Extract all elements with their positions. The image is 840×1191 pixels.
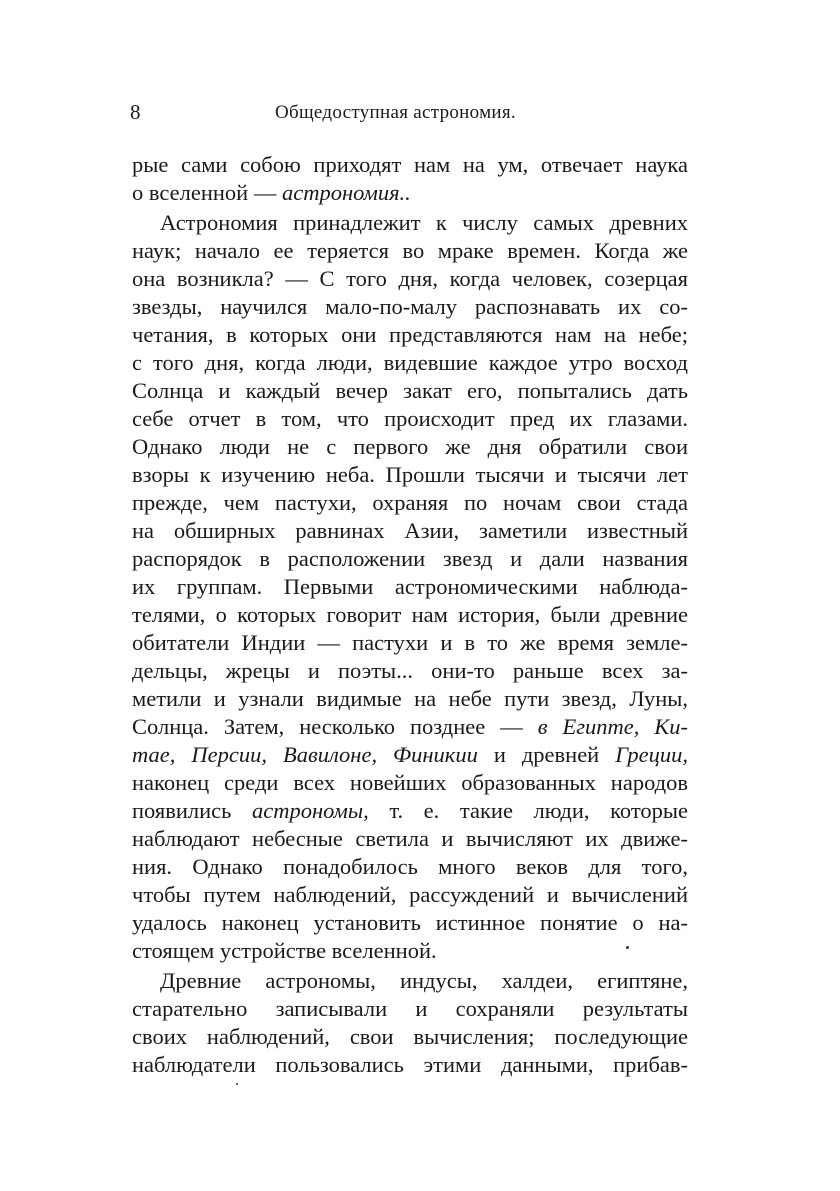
text-line: удалось наконец установить истинное понятие о на- <box>132 910 688 935</box>
text-line: метили и узнали видимые на небе пути звезд, Луны, <box>132 686 688 711</box>
page-number: 8 <box>130 100 141 124</box>
text-line: тае, Персии, Вавилоне, Финикии и древней Греции, <box>132 742 689 767</box>
running-title: Общедоступная астрономия. <box>275 102 516 123</box>
text-line: на обширных равнинах Азии, заметили известный <box>132 518 688 543</box>
emphasis: тае, Персии, Вавилоне, Финикии <box>132 742 478 767</box>
emphasis: астрономия.. <box>281 180 411 205</box>
text-line: взоры к изучению неба. Прошли тысячи и тысячи лет <box>132 462 688 487</box>
text-line: обитатели Индии — пастухи и в то же время земле- <box>132 630 688 655</box>
page-header <box>130 100 690 132</box>
text-line: прежде, чем пастухи, охраняя по ночам свои стада <box>132 490 688 515</box>
text-line: распорядок в расположении звезд и дали названия <box>132 546 688 571</box>
text-line: их группам. Первыми астрономическими наблюда- <box>132 574 688 599</box>
text-line: дельцы, жрецы и поэты... они-то раньше всех за- <box>132 658 688 683</box>
text-line: Солнца и каждый вечер закат его, попытались дать <box>132 378 688 403</box>
text-line: Солнца. Затем, несколько позднее — в Египте, Ки- <box>132 714 688 739</box>
text-line: четания, в которых они представляются нам на небе; <box>132 322 688 347</box>
text-line: о вселенной — астрономия.. <box>132 180 411 205</box>
print-speck <box>236 1083 238 1085</box>
text-line: с того дня, когда люди, видевшие каждое утро восход <box>132 350 688 375</box>
text-line: своих наблюдений, свои вычисления; последующие <box>132 1024 688 1049</box>
text-line: наук; начало ее теряется во мраке времен. Когда же <box>132 238 688 263</box>
text-line: старательно записывали и сохраняли результаты <box>132 996 688 1021</box>
paragraph-first-line: Астрономия принадлежит к числу самых древних <box>160 210 688 235</box>
text-line: она возникла? — С того дня, когда человек, созерцая <box>132 266 688 291</box>
paragraph-first-line: Древние астрономы, индусы, халдеи, египтяне, <box>160 968 688 993</box>
text-line: чтобы путем наблюдений, рассуждений и вычислений <box>132 882 688 907</box>
print-speck <box>626 946 629 949</box>
text-line: появились астрономы, т. е. такие люди, которые <box>132 798 688 823</box>
text-line: рые сами собою приходят нам на ум, отвечает наука <box>132 152 688 177</box>
text-line: наблюдают небесные светила и вычисляют их движе- <box>132 826 688 851</box>
emphasis: астрономы, <box>251 798 369 823</box>
text-line: телями, о которых говорит нам история, были древние <box>132 602 688 627</box>
text-line: ния. Однако понадобилось много веков для того, <box>132 854 688 879</box>
text-line: Однако люди не с первого же дня обратили свои <box>132 434 688 459</box>
text-line: наконец среди всех новейших образованных народов <box>132 770 688 795</box>
emphasis: Греции, <box>615 742 689 767</box>
text-line: себе отчет в том, что происходит пред их глазами. <box>132 406 688 431</box>
text-line: стоящем устройстве вселенной. <box>132 938 437 963</box>
text-line: наблюдатели пользовались этими данными, прибав- <box>132 1052 688 1077</box>
text-line: звезды, научился мало-по-малу распознавать их со- <box>132 294 688 319</box>
emphasis: в Египте, Ки- <box>537 714 688 739</box>
